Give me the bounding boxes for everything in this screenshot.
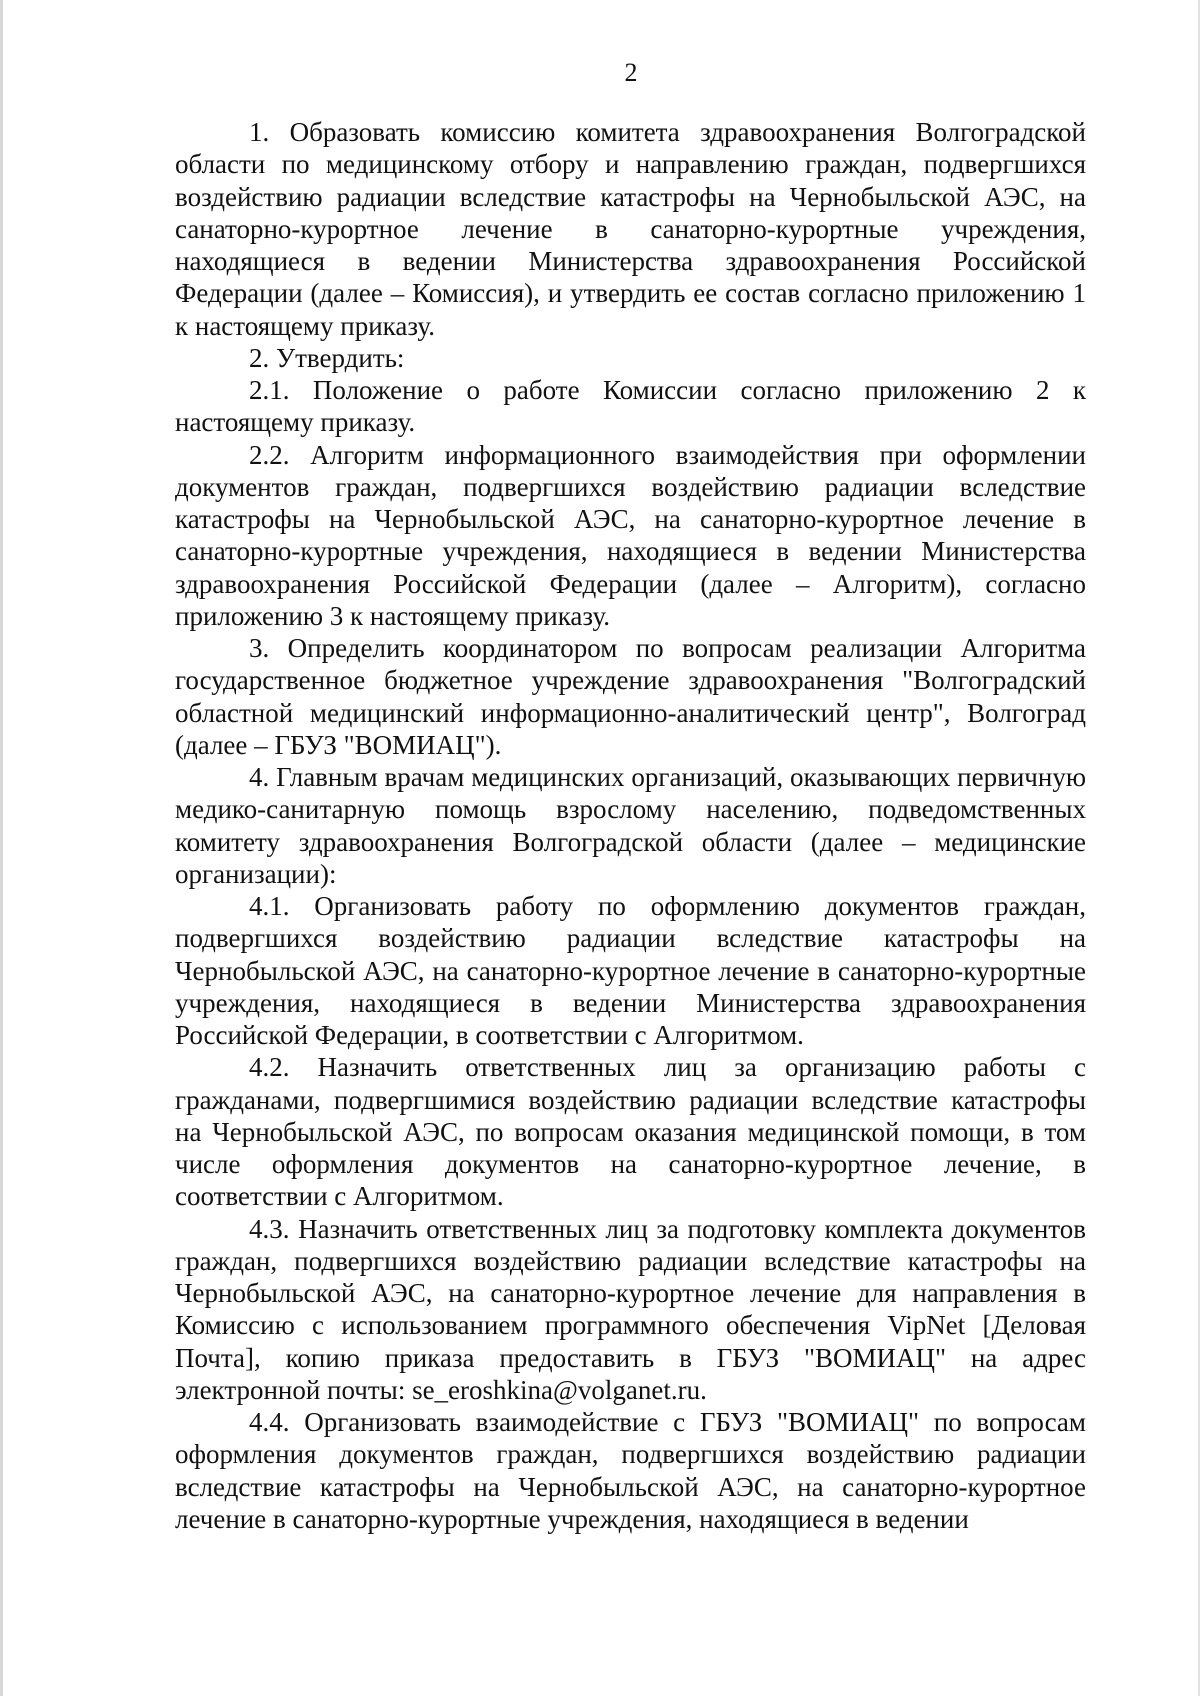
paragraph-3: 3. Определить координатором по вопросам реализации Алгоритма государственное бюджетное учреждение здравоохранения "Волгоградский областной медицинский информационно-аналитический центр", Волгоград (далее – ГБУЗ "ВОМИАЦ"). [175, 633, 1086, 760]
paragraph-1: 1. Образовать комиссию комитета здравоохранения Волгоградской области по медицинскому отбору и направлению граждан, подвергшихся воздействию радиации вследствие катастрофы на Чернобыльской АЭС, на санаторно-курортное лечение в санаторно-курортные учреждения, находящиеся в ведении Министерства здравоохранения Российской Федерации (далее – Комиссия), и утвердить ее состав согласно приложению 1 к настоящему приказу. [175, 117, 1086, 341]
paragraph-4: 4. Главным врачам медицинских организаций, оказывающих первичную медико-санитарную помощь взрослому населению, подведомственных комитету здравоохранения Волгоградской области (далее – медицинские организации): [175, 762, 1086, 889]
page-number: 2 [624, 58, 638, 87]
paragraph-2-2: 2.2. Алгоритм информационного взаимодействия при оформлении документов граждан, подвергшихся воздействию радиации вследствие катастрофы на Чернобыльской АЭС, на санаторно-курортное лечение в санаторно-курортные учреждения, находящиеся в ведении Министерства здравоохранения Российской Федерации (далее – Алгоритм), согласно приложению 3 к настоящему приказу. [175, 439, 1086, 631]
paragraph-4-4: 4.4. Организовать взаимодействие с ГБУЗ "ВОМИАЦ" по вопросам оформления документов граждан, подвергшихся воздействию радиации вследствие катастрофы на Чернобыльской АЭС, на санаторно-курортное лечение в санаторно-курортные учреждения, находящиеся в ведении [175, 1407, 1086, 1534]
paragraph-2: 2. Утвердить: [249, 342, 405, 373]
document-body [175, 116, 1086, 1535]
paragraph-4-2: 4.2. Назначить ответственных лиц за организацию работы с гражданами, подвергшимися воздействию радиации вследствие катастрофы на Чернобыльской АЭС, по вопросам оказания медицинской помощи, в том числе оформления документов на санаторно-курортное лечение, в соответствии с Алгоритмом. [175, 1052, 1086, 1212]
paragraph-4-1: 4.1. Организовать работу по оформлению документов граждан, подвергшихся воздействию радиации вследствие катастрофы на Чернобыльской АЭС, на санаторно-курортное лечение в санаторно-курортные учреждения, находящиеся в ведении Министерства здравоохранения Российской Федерации, в соответствии с Алгоритмом. [175, 891, 1086, 1050]
paragraph-4-3: 4.3. Назначить ответственных лиц за подготовку комплекта документов граждан, подвергшихся воздействию радиации вследствие катастрофы на Чернобыльской АЭС, на санаторно-курортное лечение для направления в Комиссию с использованием программного обеспечения VipNet [Деловая Почта], копию приказа предоставить в ГБУЗ "ВОМИАЦ" на адрес электронной почты: se_eroshkina@volganet.ru. [175, 1213, 1086, 1405]
page-edge-left [0, 0, 3, 1696]
paragraph-2-1: 2.1. Положение о работе Комиссии согласно приложению 2 к настоящему приказу. [175, 375, 1086, 438]
